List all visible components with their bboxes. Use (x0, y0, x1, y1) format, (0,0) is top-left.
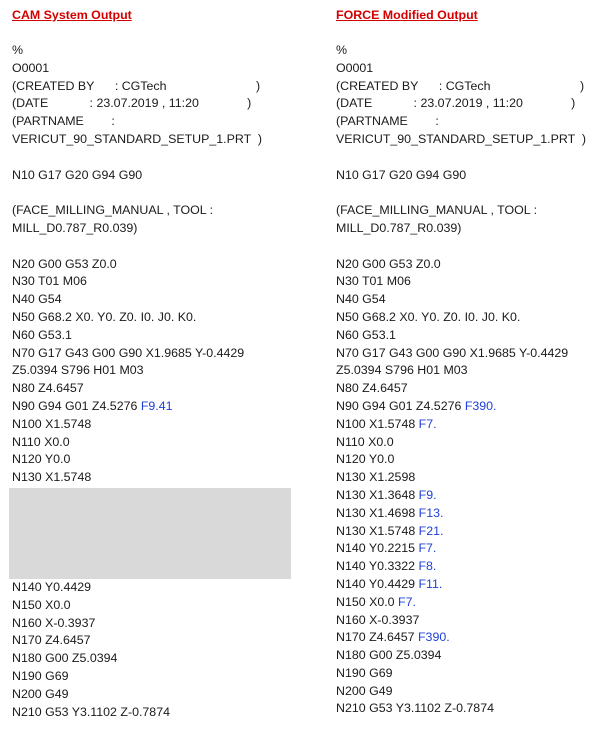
code-text: N40 G54 (336, 292, 386, 307)
code-line (336, 60, 598, 78)
feed-rate: F9.41 (140, 398, 173, 413)
code-line (336, 42, 598, 60)
feed-rate: F21. (418, 523, 444, 538)
code-line (336, 95, 598, 113)
code-line (336, 202, 598, 220)
feed-rate: F9. (418, 487, 437, 502)
code-text: N210 G53 Y3.1102 Z-0.7874 (12, 704, 170, 719)
code-text: N100 X1.5748 (12, 416, 92, 431)
code-line (12, 398, 294, 416)
code-line (336, 345, 598, 363)
feed-rate: F13. (418, 505, 444, 520)
blank-line (336, 149, 598, 167)
code-line (336, 576, 598, 594)
code-line (336, 131, 598, 149)
code-line (336, 683, 598, 701)
code-line (12, 167, 294, 185)
code-text: N140 Y0.4429 (336, 576, 419, 591)
code-text: VERICUT_90_STANDARD_SETUP_1.PRT ) (12, 131, 262, 146)
code-line (336, 647, 598, 665)
code-text: N150 X0.0 (336, 594, 398, 609)
blank-line (336, 238, 598, 256)
feed-rate: F390. (464, 398, 497, 413)
code-line (336, 665, 598, 683)
code-text: (CREATED BY : CGTech ) (12, 78, 261, 93)
force-code-block (336, 42, 598, 718)
feed-rate: F8. (418, 559, 437, 574)
code-text: N140 Y0.3322 (336, 559, 419, 574)
code-text: O0001 (12, 60, 50, 75)
code-text: N170 Z4.6457 (336, 630, 418, 645)
code-text: N120 Y0.0 (336, 452, 395, 467)
code-text: (PARTNAME : (336, 114, 439, 129)
code-text: N200 G49 (12, 686, 69, 701)
code-line (12, 60, 294, 78)
code-line (336, 487, 598, 505)
code-text: % (336, 43, 348, 57)
code-line (336, 523, 598, 541)
code-line (336, 327, 598, 345)
code-line (336, 256, 598, 274)
code-text: N210 G53 Y3.1102 Z-0.7874 (336, 701, 494, 716)
code-line (12, 113, 294, 131)
code-text: N30 T01 M06 (336, 274, 411, 289)
code-line (12, 95, 294, 113)
code-text: (DATE : 23.07.2019 , 11:20 ) (336, 96, 576, 111)
code-line (336, 220, 598, 238)
code-line (12, 327, 294, 345)
code-text: MILL_D0.787_R0.039) (336, 220, 462, 235)
code-text: MILL_D0.787_R0.039) (12, 220, 138, 235)
code-line (12, 451, 294, 469)
code-text: N80 Z4.6457 (12, 381, 84, 396)
code-line (12, 42, 294, 60)
cam-output-column (12, 6, 294, 721)
blank-line (12, 149, 294, 167)
code-text: N60 G53.1 (12, 327, 72, 342)
code-text: (CREATED BY : CGTech ) (336, 78, 585, 93)
code-text: N130 X1.5748 (12, 470, 92, 485)
code-text: N160 X-0.3937 (336, 612, 420, 627)
code-text: N140 Y0.2215 (336, 541, 419, 556)
code-text: N200 G49 (336, 683, 393, 698)
code-text: N80 Z4.6457 (336, 381, 408, 396)
code-line (336, 700, 598, 718)
feed-rate: F7. (418, 416, 437, 431)
code-line (336, 416, 598, 434)
code-line (12, 202, 294, 220)
code-line (336, 505, 598, 523)
code-line (12, 131, 294, 149)
code-line (12, 579, 294, 597)
code-line (336, 398, 598, 416)
blank-line (336, 184, 598, 202)
code-line (12, 686, 294, 704)
force-output-column (336, 6, 598, 718)
gap-placeholder (9, 488, 291, 579)
code-text: N180 G00 Z5.0394 (12, 651, 118, 666)
code-text: Z5.0394 S796 H01 M03 (336, 363, 468, 378)
force-output-title: FORCE Modified Output (336, 8, 478, 22)
code-text: N130 X1.2598 (336, 470, 416, 485)
cam-code-block-after-gap (12, 579, 294, 721)
code-line (12, 704, 294, 722)
code-line (12, 220, 294, 238)
code-text: N130 X1.3648 (336, 487, 419, 502)
code-line (336, 113, 598, 131)
blank-line (12, 238, 294, 256)
code-line (12, 650, 294, 668)
code-text: N110 X0.0 (12, 434, 70, 449)
code-line (12, 416, 294, 434)
code-line (336, 434, 598, 452)
code-line (12, 632, 294, 650)
code-line (12, 78, 294, 96)
code-line (336, 612, 598, 630)
code-line (12, 469, 294, 487)
code-line (12, 434, 294, 452)
code-text: N100 X1.5748 (336, 416, 419, 431)
code-line (12, 345, 294, 363)
cam-output-title: CAM System Output (12, 8, 132, 22)
code-text: O0001 (336, 60, 374, 75)
code-line (12, 291, 294, 309)
feed-rate: F7. (398, 594, 416, 609)
code-line (336, 291, 598, 309)
code-line (336, 594, 598, 612)
code-line (12, 273, 294, 291)
code-text: N90 G94 G01 Z4.5276 (336, 398, 465, 413)
code-text: N110 X0.0 (336, 434, 394, 449)
code-text: N130 X1.4698 (336, 505, 419, 520)
code-line (336, 309, 598, 327)
code-text: N180 G00 Z5.0394 (336, 648, 442, 663)
code-text: N170 Z4.6457 (12, 633, 91, 648)
feed-rate: F11. (418, 576, 443, 591)
code-line (336, 273, 598, 291)
code-text: (FACE_MILLING_MANUAL , TOOL : (336, 203, 538, 218)
code-text: (FACE_MILLING_MANUAL , TOOL : (12, 203, 214, 218)
code-text: N120 Y0.0 (12, 452, 71, 467)
code-line (12, 615, 294, 633)
code-text: N50 G68.2 X0. Y0. Z0. I0. J0. K0. (336, 309, 521, 324)
code-text: N160 X-0.3937 (12, 615, 96, 630)
code-text: N70 G17 G43 G00 G90 X1.9685 Y-0.4429 (336, 345, 569, 360)
code-text: (DATE : 23.07.2019 , 11:20 ) (12, 96, 252, 111)
code-text: N20 G00 G53 Z0.0 (336, 256, 441, 271)
feed-rate: F390. (417, 630, 450, 645)
code-line (336, 540, 598, 558)
code-text: % (12, 43, 24, 57)
code-text: N10 G17 G20 G94 G90 (12, 167, 143, 182)
code-line (12, 597, 294, 615)
code-line (336, 362, 598, 380)
code-text: (PARTNAME : (12, 114, 115, 129)
code-text: N190 G69 (12, 668, 69, 683)
code-text: N140 Y0.4429 (12, 579, 92, 594)
code-line (12, 256, 294, 274)
code-text: N90 G94 G01 Z4.5276 (12, 398, 141, 413)
cam-code-block-before-gap (12, 42, 294, 487)
code-text: N50 G68.2 X0. Y0. Z0. I0. J0. K0. (12, 309, 197, 324)
code-line (336, 78, 598, 96)
code-line (336, 451, 598, 469)
code-text: Z5.0394 S796 H01 M03 (12, 363, 144, 378)
code-text: N20 G00 G53 Z0.0 (12, 256, 117, 271)
blank-line (12, 184, 294, 202)
code-text: N190 G69 (336, 665, 393, 680)
code-line (336, 469, 598, 487)
code-text: VERICUT_90_STANDARD_SETUP_1.PRT ) (336, 131, 586, 146)
code-line (336, 380, 598, 398)
code-line (12, 362, 294, 380)
code-text: N40 G54 (12, 292, 62, 307)
code-text: N130 X1.5748 (336, 523, 419, 538)
code-line (336, 558, 598, 576)
code-text: N150 X0.0 (12, 597, 71, 612)
code-line (12, 668, 294, 686)
code-line (336, 629, 598, 647)
code-text: N70 G17 G43 G00 G90 X1.9685 Y-0.4429 (12, 345, 245, 360)
feed-rate: F7. (418, 541, 437, 556)
code-line (12, 309, 294, 327)
code-text: N10 G17 G20 G94 G90 (336, 167, 467, 182)
code-line (12, 380, 294, 398)
code-line (336, 167, 598, 185)
code-text: N60 G53.1 (336, 327, 396, 342)
code-text: N30 T01 M06 (12, 274, 87, 289)
